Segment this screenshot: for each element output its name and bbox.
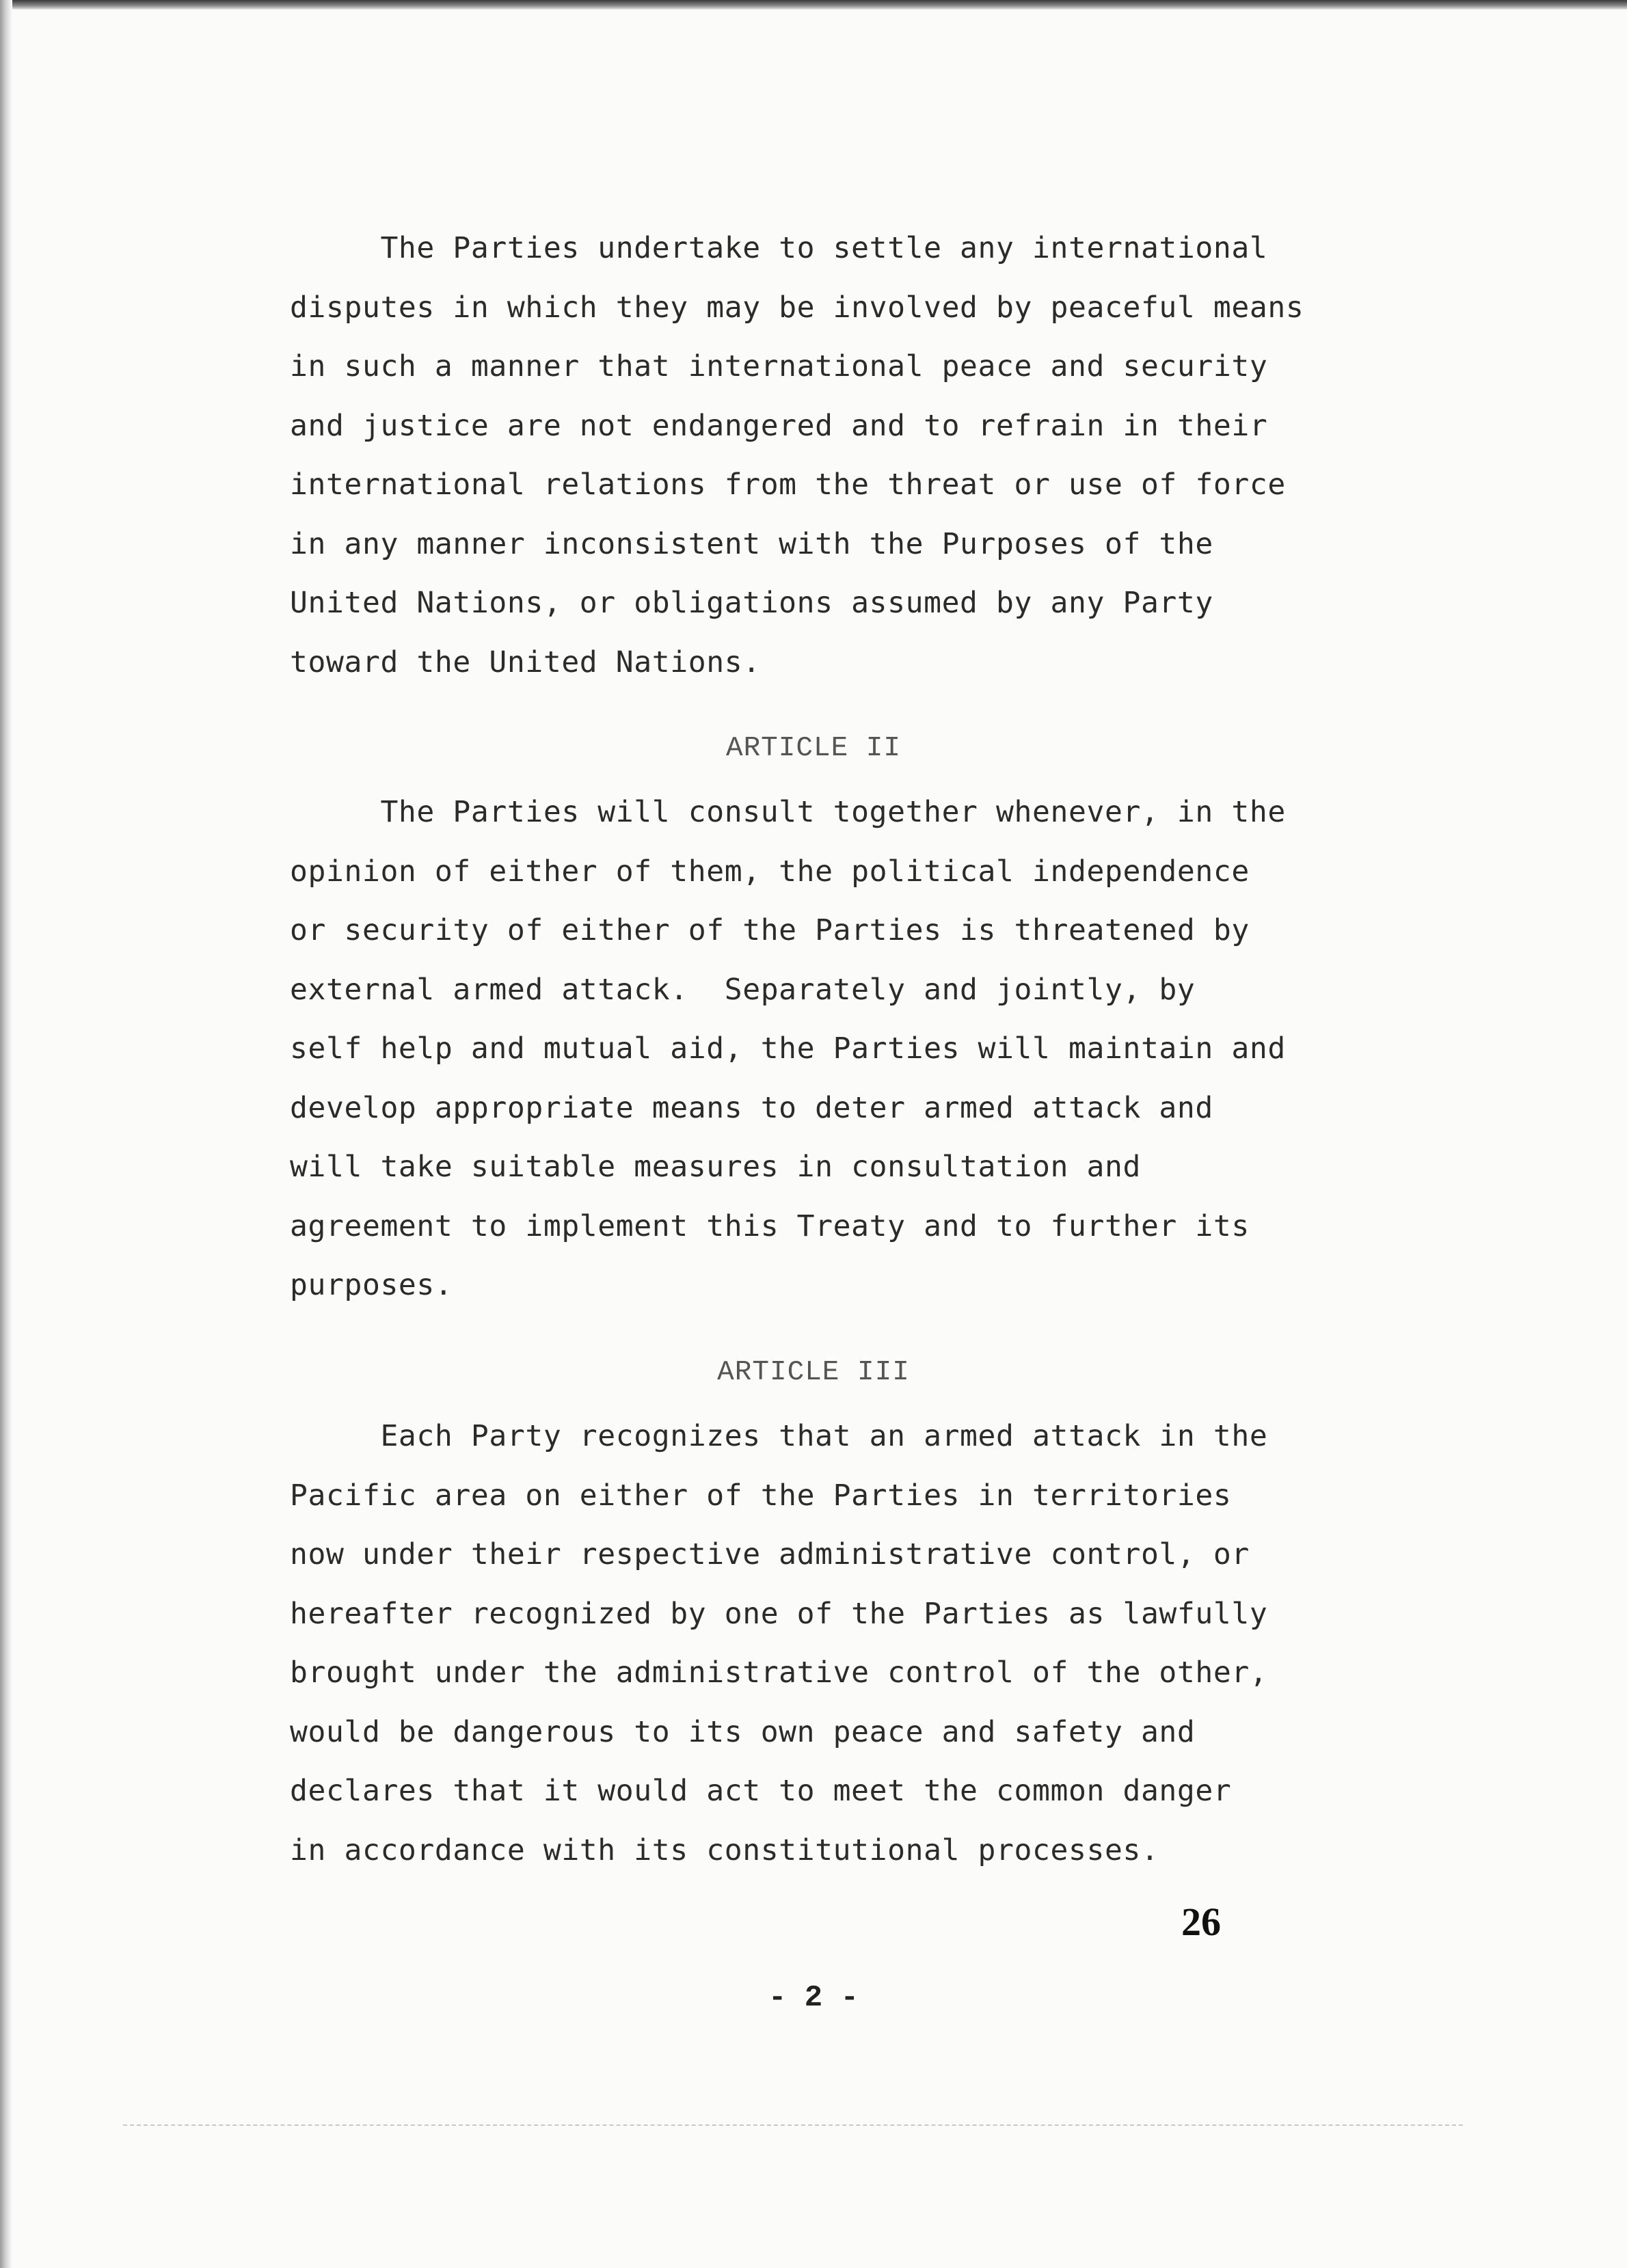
- article-three-heading: ARTICLE III: [717, 1357, 910, 1388]
- article-three-paragraph: [290, 1407, 1356, 1880]
- page-number: - 2 -: [768, 1981, 859, 2015]
- text-line: would be dangerous to its own peace and safety and: [290, 1714, 1196, 1749]
- scan-left-edge: [0, 0, 12, 2268]
- text-line: or security of either of the Parties is threatened by: [290, 913, 1250, 947]
- text-line: The Parties will consult together whenever, in the: [290, 795, 1286, 829]
- article-two-paragraph: [290, 783, 1356, 1315]
- text-line: self help and mutual aid, the Parties will maintain and: [290, 1031, 1286, 1066]
- text-line: Each Party recognizes that an armed attack in the: [290, 1419, 1268, 1453]
- text-line: brought under the administrative control of the other,: [290, 1656, 1268, 1690]
- scan-top-edge: [0, 0, 1627, 10]
- text-line: declares that it would act to meet the common danger: [290, 1774, 1232, 1808]
- article-one-paragraph: [290, 219, 1356, 692]
- text-line: international relations from the threat or use of force: [290, 468, 1286, 502]
- text-line: in such a manner that international peace and security: [290, 349, 1268, 383]
- text-line: United Nations, or obligations assumed by any Party: [290, 586, 1213, 620]
- text-line: in accordance with its constitutional processes.: [290, 1833, 1159, 1867]
- text-line: toward the United Nations.: [290, 645, 761, 679]
- text-line: and justice are not endangered and to refrain in their: [290, 408, 1268, 443]
- text-line: develop appropriate means to deter armed attack and: [290, 1090, 1213, 1125]
- article-two-heading: ARTICLE II: [725, 733, 902, 764]
- text-line: hereafter recognized by one of the Parties as lawfully: [290, 1596, 1268, 1631]
- text-line: agreement to implement this Treaty and to further its: [290, 1209, 1250, 1243]
- text-line: purposes.: [290, 1268, 453, 1302]
- text-line: disputes in which they may be involved by peaceful means: [290, 290, 1304, 325]
- text-line: external armed attack. Separately and jointly, by: [290, 972, 1196, 1007]
- scan-bottom-rule: [123, 2124, 1463, 2126]
- text-line: Pacific area on either of the Parties in territories: [290, 1478, 1232, 1513]
- text-line: will take suitable measures in consultation and: [290, 1150, 1141, 1184]
- text-line: now under their respective administrative control, or: [290, 1537, 1250, 1571]
- text-line: opinion of either of them, the political independence: [290, 854, 1250, 889]
- stamp-number: 26: [1181, 1900, 1221, 1944]
- text-line: in any manner inconsistent with the Purposes of the: [290, 526, 1213, 561]
- text-line: The Parties undertake to settle any international: [290, 231, 1268, 265]
